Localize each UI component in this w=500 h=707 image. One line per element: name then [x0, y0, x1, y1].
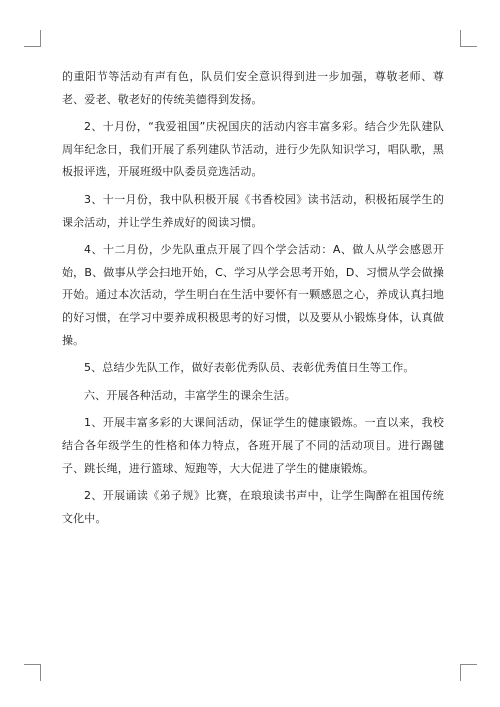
- paragraph-recess-activities: 1、开展丰富多彩的大课间活动，保证学生的健康锻炼。一直以来，我校结合各年级学生的性格和体力特点，各班开展了不同的活动项目。进行踢毽子、跳长绳，进行篮球、短跑等，大大促进了学生的健康锻炼。: [62, 416, 444, 475]
- paragraph-november: 3、十一月份，我中队积极开展《书香校园》读书活动，积极拓展学生的课余活动，并让学生养成好的阅读习惯。: [62, 192, 444, 229]
- crop-mark-top-left: [24, 30, 41, 47]
- crop-mark-bottom-right: [460, 664, 477, 681]
- crop-mark-top-right: [460, 30, 477, 47]
- paragraph-continuation: 的重阳节等活动有声有色，队员们安全意识得到进一步加强，尊敬老师、尊老、爱老、敬老好的传统美德得到发扬。: [62, 70, 444, 106]
- section-heading-activities: 六、开展各种活动，丰富学生的课余生活。: [84, 388, 296, 402]
- paragraph-summary: 5、总结少先队工作，做好表彰优秀队员、表彰优秀值日生等工作。: [84, 361, 415, 375]
- document-body: [62, 66, 444, 535]
- crop-mark-bottom-left: [24, 664, 41, 681]
- paragraph-december: 4、十二月份，少先队重点开展了四个学会活动：A、做人从学会感恩开始，B、做事从学会扫地开始，C、学习从学会思考开始，D、习惯从学会做操开始。通过本次活动，学生明白在生活中要怀有一颗感恩之心，养成认真扫地的好习惯，在学习中要养成积极思考的好习惯，以及要从小锻炼身体，认真做操。: [62, 243, 444, 347]
- paragraph-october: 2、十月份，“我爱祖国”庆祝国庆的活动内容丰富多彩。结合少先队建队周年纪念日，我们开展了系列建队节活动，进行少先队知识学习，唱队歌，黑板报评选，开展班级中队委员竞选活动。: [62, 120, 444, 179]
- paragraph-recitation: 2、开展诵读《弟子规》比赛，在琅琅读书声中，让学生陶醉在祖国传统文化中。: [62, 489, 444, 525]
